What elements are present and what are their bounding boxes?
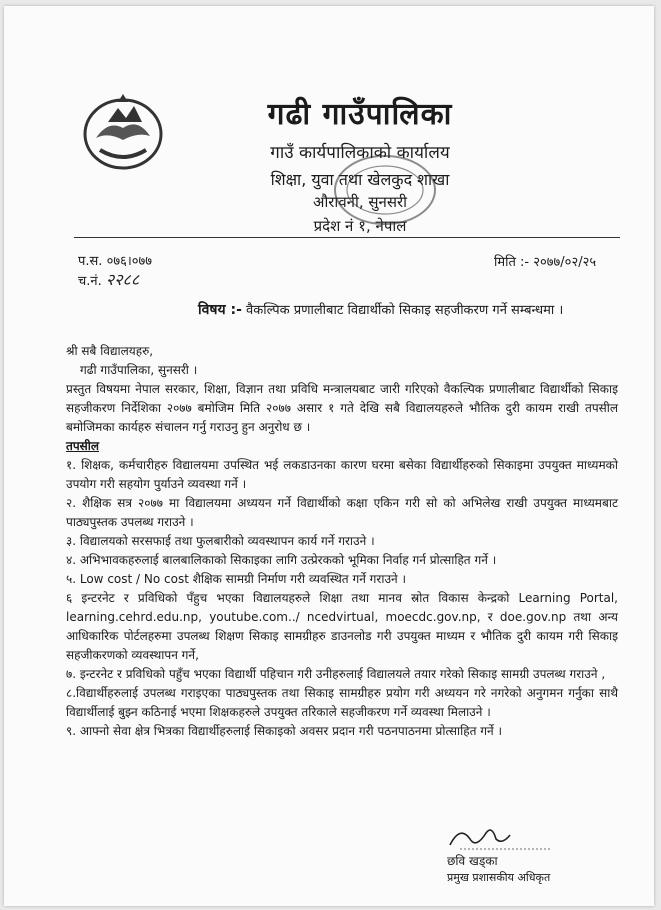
subject-label: विषय :- xyxy=(198,302,242,318)
ps-label: प.स. xyxy=(78,254,103,269)
signatory-title: प्रमुख प्रशासकीय अधिकृत xyxy=(447,871,551,884)
cn-label: च.नं. xyxy=(78,274,102,289)
list-item: १. शिक्षक, कर्मचारीहरु विद्यालयमा उपस्थित भई लकडाउनका कारण घरमा बसेका विद्यार्थीहरुको सिकाइमा उपयुक्त माध्यमको उपयोग गरी सहयोग पुर्याउने व्यवस्था गर्ने । xyxy=(66,458,618,491)
reference-number xyxy=(78,251,152,269)
list-item: ८.विद्यार्थीहरुलाई उपलब्ध गराइएका पाठ्यपुस्तक तथा सिकाइ सामग्रीहरु प्रयोग गरी अध्ययन गरे नगरेको अनुगमन गर्नुका साथै विद्यार्थीलाई बुझ्न कठिनाई भएमा शिक्षकहरुले उपयुक्त तरिकाले सहजीकरण गर्ने व्यवस्था मिलाउने । xyxy=(66,686,618,719)
date-value: २०७७/०२/२५ xyxy=(533,255,597,270)
header-divider xyxy=(74,237,620,238)
province-line: प्रदेश नं १, नेपाल xyxy=(313,217,407,235)
list-item: ६ इन्टरनेट र प्रविधिको पँहुच भएका विद्यालयहरुले शिक्षा तथा मानव स्रोत विकास केन्द्रको Learning Portal, learning.cehrd.edu.np, youtube.com../ ncedvirtual, moecdc.gov.np, र doe.gov.np तथा अन्य आधिकारिक पोर्टलहरुमा उपलब्ध शिक्षण सिकाइ सामग्रीहरु डाउनलोड गरी उपयुक्त माध्यम र भौतिक दुरी कायम गरी सिकाइ सहजीकरणको व्यवस्थापन गर्ने, xyxy=(66,591,618,662)
list-item: २. शैक्षिक सत्र २०७७ मा विद्यालयमा अध्ययन गर्ने विद्यार्थीको कक्षा एकिन गरी सो को अभिलेख राखी उपयुक्त माध्यमबाट पाठ्यपुस्तक उपलब्ध गराउने । xyxy=(66,496,618,529)
ps-value: ०७६।०७७ xyxy=(106,254,153,269)
subject-line xyxy=(198,300,563,319)
cn-value: २२८८ xyxy=(105,270,140,289)
branch-name: शिक्षा, युवा तथा खेलकुद शाखा xyxy=(270,170,450,189)
signatory-name: छवि खड्का xyxy=(447,854,498,868)
list-item: ९. आफ्नो सेवा क्षेत्र भित्रका विद्यार्थीहरुलाई सिकाइको अवसर प्रदान गरी पठनपाठनमा प्रोत्साहित गर्ने । xyxy=(66,724,503,738)
subject-text: वैकल्पिक प्रणालीबाट विद्यार्थीको सिकाइ सहजीकरण गर्ने सम्बन्धमा । xyxy=(246,303,564,318)
letter-body xyxy=(66,342,618,741)
date-label: मिति :- xyxy=(494,255,530,270)
addressee-line-1: श्री सबै विद्यालयहरु, xyxy=(66,344,154,358)
list-item: ४. अभिभावकहरुलाई बालबालिकाको सिकाइका लागि उत्प्रेरकको भूमिका निर्वाह गर्न प्रोत्साहित गर्ने । xyxy=(66,553,497,567)
office-stamp xyxy=(330,150,440,230)
list-item: ७. इन्टरनेट र प्रविधिको पहुँच भएका विद्यार्थी पहिचान गरी उनीहरुलाई विद्यालयले तयार गरेको सिकाइ सामग्री उपलब्ध गराउने , xyxy=(66,667,606,681)
office-name: गाउँ कार्यपालिकाको कार्यालय xyxy=(270,143,450,163)
section-title: तपसील xyxy=(66,439,100,453)
list-item: ३. विद्यालयको सरसफाई तथा फुलबारीको व्यवस्थापन कार्य गर्ने गराउने । xyxy=(66,534,375,548)
dispatch-number xyxy=(78,268,139,290)
municipality-title: गढी गाउँपालिका xyxy=(267,97,453,132)
letter-date xyxy=(494,252,596,270)
government-emblem xyxy=(78,92,168,172)
list-item: ५. Low cost / No cost शैक्षिक सामग्री निर्माण गरी व्यवस्थित गर्ने गराउने । xyxy=(66,572,407,586)
office-location: औरावनी, सुनसरी xyxy=(312,193,408,211)
intro-paragraph: प्रस्तुत विषयमा नेपाल सरकार, शिक्षा, विज्ञान तथा प्रविधि मन्त्रालयबाट जारी गरिएको वैकल्पिक प्रणालीबाट विद्यार्थीको सिकाइ सहजीकरण निर्देशिका २०७७ बमोजिम मिति २०७७ असार १ गते देखि सबै विद्यालयहरुले भौतिक दुरी कायम राखी तपसील बमोजिमका कार्यहरु संचालन गर्नु गराउनु हुन अनुरोध छ । xyxy=(66,382,618,434)
addressee-line-2: गढी गाउँपालिका, सुनसरी । xyxy=(80,363,198,377)
